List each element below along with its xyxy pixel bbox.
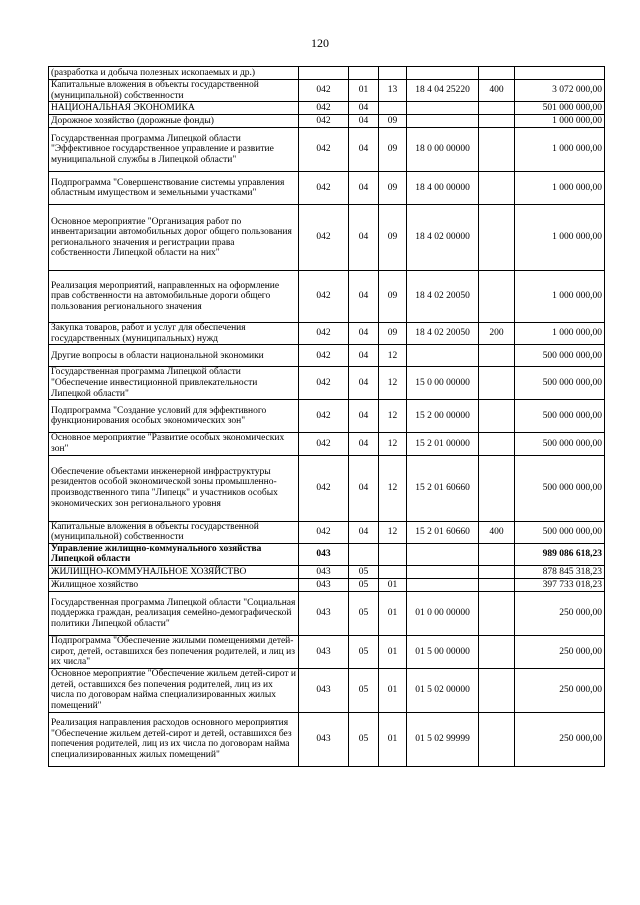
row-expense-type-cell [479,635,515,668]
row-section-cell: 05 [349,578,379,591]
table-row [49,67,605,80]
row-sum-cell: 1 000 000,00 [515,128,605,172]
row-admin-code-cell: 042 [299,128,349,172]
table-row [49,635,605,668]
row-admin-code-cell: 043 [299,635,349,668]
row-admin-code-cell: 042 [299,102,349,115]
table-row [49,433,605,455]
row-expense-type-cell [479,543,515,565]
row-subsection-cell: 01 [379,578,407,591]
row-subsection-cell: 01 [379,635,407,668]
row-article-cell: 01 0 00 00000 [407,591,479,635]
row-expense-type-cell [479,345,515,367]
row-subsection-cell [379,102,407,115]
row-section-cell: 05 [349,635,379,668]
row-name-cell: Подпрограмма "Совершенствование системы управления областным имуществом и земельными участками" [49,172,299,205]
row-section-cell: 04 [349,455,379,521]
row-expense-type-cell [479,400,515,433]
row-article-cell [407,565,479,578]
row-section-cell: 01 [349,80,379,102]
row-sum-cell: 397 733 018,23 [515,578,605,591]
table-row [49,115,605,128]
row-admin-code-cell: 043 [299,668,349,712]
row-expense-type-cell [479,433,515,455]
row-section-cell: 04 [349,345,379,367]
row-sum-cell: 1 000 000,00 [515,172,605,205]
row-article-cell: 01 5 02 99999 [407,712,479,766]
row-name-cell: Капитальные вложения в объекты государственной (муниципальной) собственности [49,521,299,543]
row-section-cell: 04 [349,115,379,128]
row-name-cell: Государственная программа Липецкой области "Обеспечение инвестиционной привлекательности Липецкой области" [49,367,299,400]
row-name-cell: (разработка и добыча полезных ископаемых и др.) [49,67,299,80]
row-expense-type-cell: 400 [479,521,515,543]
row-expense-type-cell [479,668,515,712]
budget-table-body [49,67,605,767]
row-sum-cell: 3 072 000,00 [515,80,605,102]
row-sum-cell [515,67,605,80]
row-admin-code-cell: 043 [299,578,349,591]
row-sum-cell: 500 000 000,00 [515,345,605,367]
row-admin-code-cell: 042 [299,521,349,543]
row-article-cell: 15 2 01 60660 [407,521,479,543]
table-row [49,323,605,345]
row-article-cell: 18 4 02 00000 [407,205,479,271]
row-name-cell: Реализация мероприятий, направленных на оформление прав собственности на автомобильные дороги общего пользования регионального значения [49,271,299,323]
row-subsection-cell: 01 [379,712,407,766]
row-sum-cell: 501 000 000,00 [515,102,605,115]
row-admin-code-cell: 042 [299,345,349,367]
row-admin-code-cell: 042 [299,433,349,455]
row-name-cell: Реализация направления расходов основного мероприятия "Обеспечение жильем детей-сирот и детей, оставшихся без попечения родителей, лиц из их числа по договорам найма специализированных жилых помещений" [49,712,299,766]
row-admin-code-cell: 043 [299,591,349,635]
row-admin-code-cell: 043 [299,565,349,578]
row-section-cell: 05 [349,591,379,635]
table-row [49,578,605,591]
row-name-cell: Управление жилищно-коммунального хозяйства Липецкой области [49,543,299,565]
row-expense-type-cell: 400 [479,80,515,102]
row-section-cell: 05 [349,668,379,712]
row-expense-type-cell: 200 [479,323,515,345]
row-name-cell: НАЦИОНАЛЬНАЯ ЭКОНОМИКА [49,102,299,115]
row-article-cell [407,102,479,115]
row-section-cell: 05 [349,712,379,766]
row-expense-type-cell [479,578,515,591]
row-section-cell [349,543,379,565]
table-row [49,565,605,578]
table-row [49,128,605,172]
row-section-cell: 04 [349,367,379,400]
row-name-cell: ЖИЛИЩНО-КОММУНАЛЬНОЕ ХОЗЯЙСТВО [49,565,299,578]
row-admin-code-cell [299,67,349,80]
row-admin-code-cell: 042 [299,205,349,271]
row-expense-type-cell [479,102,515,115]
row-name-cell: Подпрограмма "Создание условий для эффективного функционирования особых экономических зон" [49,400,299,433]
row-sum-cell: 500 000 000,00 [515,433,605,455]
row-subsection-cell: 09 [379,172,407,205]
row-article-cell: 01 5 00 00000 [407,635,479,668]
row-name-cell: Другие вопросы в области национальной экономики [49,345,299,367]
row-expense-type-cell [479,591,515,635]
row-name-cell: Государственная программа Липецкой области "Эффективное государственное управление и развитие муниципальной службы в Липецкой области" [49,128,299,172]
table-row [49,668,605,712]
row-admin-code-cell: 042 [299,400,349,433]
row-article-cell [407,543,479,565]
row-section-cell: 04 [349,128,379,172]
row-name-cell: Основное мероприятие "Обеспечение жильем детей-сирот и детей, оставшихся без попечения родителей, лиц из их числа по договорам найма специализированных жилых помещений" [49,668,299,712]
row-section-cell: 04 [349,172,379,205]
row-section-cell: 05 [349,565,379,578]
row-article-cell [407,345,479,367]
row-expense-type-cell [479,565,515,578]
row-admin-code-cell: 042 [299,80,349,102]
row-article-cell: 18 4 04 25220 [407,80,479,102]
row-subsection-cell [379,565,407,578]
row-section-cell [349,67,379,80]
row-sum-cell: 1 000 000,00 [515,323,605,345]
row-sum-cell: 1 000 000,00 [515,115,605,128]
row-article-cell: 18 4 00 00000 [407,172,479,205]
row-sum-cell: 500 000 000,00 [515,400,605,433]
row-article-cell: 18 4 02 20050 [407,271,479,323]
row-sum-cell: 989 086 618,23 [515,543,605,565]
row-article-cell: 18 0 00 00000 [407,128,479,172]
row-subsection-cell: 01 [379,668,407,712]
table-row [49,271,605,323]
row-subsection-cell: 12 [379,367,407,400]
row-article-cell [407,578,479,591]
row-sum-cell: 250 000,00 [515,712,605,766]
row-subsection-cell: 01 [379,591,407,635]
budget-table [48,66,605,767]
row-sum-cell: 500 000 000,00 [515,521,605,543]
row-expense-type-cell [479,205,515,271]
row-admin-code-cell: 043 [299,543,349,565]
row-section-cell: 04 [349,205,379,271]
row-sum-cell: 250 000,00 [515,591,605,635]
row-subsection-cell: 13 [379,80,407,102]
row-subsection-cell: 09 [379,323,407,345]
row-admin-code-cell: 042 [299,115,349,128]
table-row [49,521,605,543]
row-admin-code-cell: 042 [299,367,349,400]
row-expense-type-cell [479,271,515,323]
table-row [49,367,605,400]
row-section-cell: 04 [349,433,379,455]
page-number: 120 [311,36,329,50]
row-article-cell [407,67,479,80]
row-sum-cell: 1 000 000,00 [515,271,605,323]
row-subsection-cell: 09 [379,271,407,323]
row-expense-type-cell [479,712,515,766]
row-name-cell: Капитальные вложения в объекты государственной (муниципальной) собственности [49,80,299,102]
row-section-cell: 04 [349,102,379,115]
row-name-cell: Государственная программа Липецкой области "Социальная поддержка граждан, реализация семейно-демографической политики Липецкой области" [49,591,299,635]
row-admin-code-cell: 042 [299,271,349,323]
row-article-cell: 18 4 02 20050 [407,323,479,345]
row-subsection-cell: 09 [379,205,407,271]
table-row [49,712,605,766]
table-row [49,205,605,271]
row-name-cell: Закупка товаров, работ и услуг для обеспечения государственных (муниципальных) нужд [49,323,299,345]
row-admin-code-cell: 043 [299,712,349,766]
row-article-cell: 15 2 00 00000 [407,400,479,433]
row-expense-type-cell [479,128,515,172]
table-row [49,591,605,635]
row-article-cell: 01 5 02 00000 [407,668,479,712]
row-subsection-cell [379,543,407,565]
row-sum-cell: 500 000 000,00 [515,367,605,400]
table-row [49,102,605,115]
row-article-cell: 15 0 00 00000 [407,367,479,400]
row-sum-cell: 878 845 318,23 [515,565,605,578]
table-row [49,400,605,433]
row-article-cell: 15 2 01 00000 [407,433,479,455]
row-name-cell: Основное мероприятие "Развитие особых экономических зон" [49,433,299,455]
row-subsection-cell: 12 [379,345,407,367]
row-name-cell: Жилищное хозяйство [49,578,299,591]
row-subsection-cell [379,67,407,80]
row-sum-cell: 500 000 000,00 [515,455,605,521]
row-article-cell: 15 2 01 60660 [407,455,479,521]
row-name-cell: Обеспечение объектами инженерной инфраструктуры резидентов особой экономической зоны промышленно-производственного типа "Липецк" и участников особых экономических зон регионального уровня [49,455,299,521]
table-row [49,172,605,205]
row-subsection-cell: 12 [379,400,407,433]
row-admin-code-cell: 042 [299,323,349,345]
row-subsection-cell: 09 [379,128,407,172]
row-section-cell: 04 [349,521,379,543]
row-sum-cell: 1 000 000,00 [515,205,605,271]
row-section-cell: 04 [349,400,379,433]
row-article-cell [407,115,479,128]
row-sum-cell: 250 000,00 [515,635,605,668]
row-name-cell: Основное мероприятие "Организация работ по инвентаризации автомобильных дорог общего пользования регионального значения и регистрации права собственности Липецкой области на них" [49,205,299,271]
row-expense-type-cell [479,455,515,521]
row-admin-code-cell: 042 [299,172,349,205]
row-name-cell: Дорожное хозяйство (дорожные фонды) [49,115,299,128]
row-sum-cell: 250 000,00 [515,668,605,712]
table-row [49,455,605,521]
table-row [49,543,605,565]
row-expense-type-cell [479,367,515,400]
table-row [49,345,605,367]
row-subsection-cell: 12 [379,521,407,543]
row-subsection-cell: 12 [379,455,407,521]
row-admin-code-cell: 042 [299,455,349,521]
row-name-cell: Подпрограмма "Обеспечение жилыми помещениями детей-сирот, детей, оставшихся без попечения родителей, и лиц из их числа" [49,635,299,668]
table-row [49,80,605,102]
row-expense-type-cell [479,115,515,128]
row-expense-type-cell [479,172,515,205]
row-section-cell: 04 [349,323,379,345]
row-subsection-cell: 09 [379,115,407,128]
row-section-cell: 04 [349,271,379,323]
row-expense-type-cell [479,67,515,80]
row-subsection-cell: 12 [379,433,407,455]
